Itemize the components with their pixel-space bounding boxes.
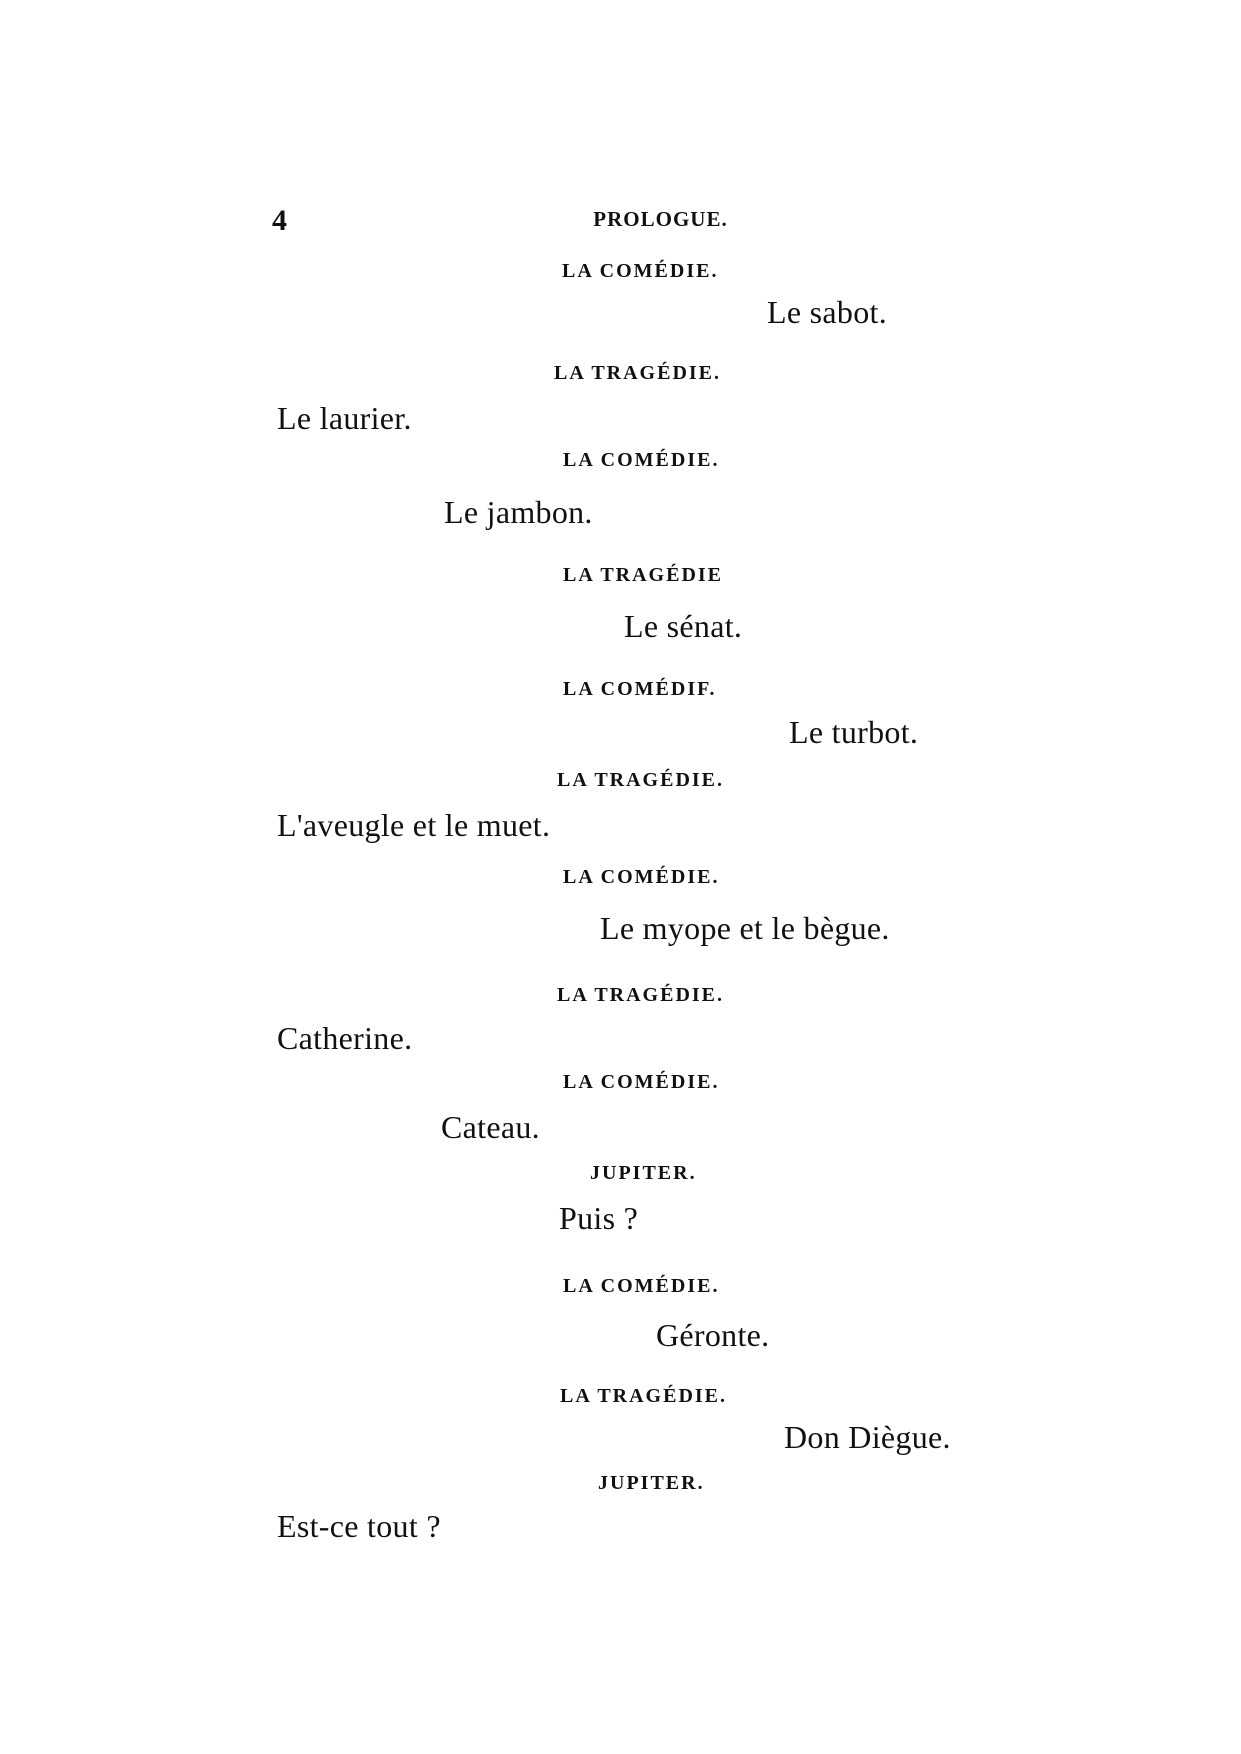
dialogue-line: Géronte.: [656, 1317, 770, 1353]
speaker-label: LA COMÉDIE.: [563, 449, 720, 471]
speaker-label: JUPITER.: [598, 1472, 705, 1494]
speaker-label: LA TRAGÉDIE.: [554, 362, 722, 384]
dialogue-line: Don Diègue.: [784, 1419, 951, 1455]
speaker-label: LA TRAGÉDIE.: [557, 984, 725, 1006]
speaker-label: LA TRAGÉDIE.: [557, 769, 725, 791]
dialogue-line: Catherine.: [277, 1020, 413, 1056]
dialogue-line: Est-ce tout ?: [277, 1508, 441, 1544]
dialogue-line: Le sabot.: [767, 294, 887, 330]
speaker-label: JUPITER.: [590, 1162, 697, 1184]
dialogue-line: Le jambon.: [444, 494, 593, 530]
running-title: PROLOGUE.: [593, 207, 728, 231]
speaker-label: LA COMÉDIE.: [562, 260, 719, 282]
speaker-label: LA COMÉDIE.: [563, 866, 720, 888]
dialogue-line: Le myope et le bègue.: [600, 910, 890, 946]
dialogue-line: Le turbot.: [789, 714, 919, 750]
speaker-label: LA COMÉDIF.: [563, 678, 717, 700]
dialogue-line: Le sénat.: [624, 608, 743, 644]
dialogue-line: Cateau.: [441, 1109, 540, 1145]
dialogue-line: Le laurier.: [277, 400, 412, 436]
speaker-label: LA COMÉDIE.: [563, 1071, 720, 1093]
speaker-label: LA COMÉDIE.: [563, 1275, 720, 1297]
dialogue-line: L'aveugle et le muet.: [277, 807, 551, 843]
speaker-label: LA TRAGÉDIE: [563, 564, 724, 586]
speaker-label: LA TRAGÉDIE.: [560, 1385, 728, 1407]
dialogue-line: Puis ?: [559, 1200, 639, 1236]
page-number: 4: [272, 204, 287, 237]
